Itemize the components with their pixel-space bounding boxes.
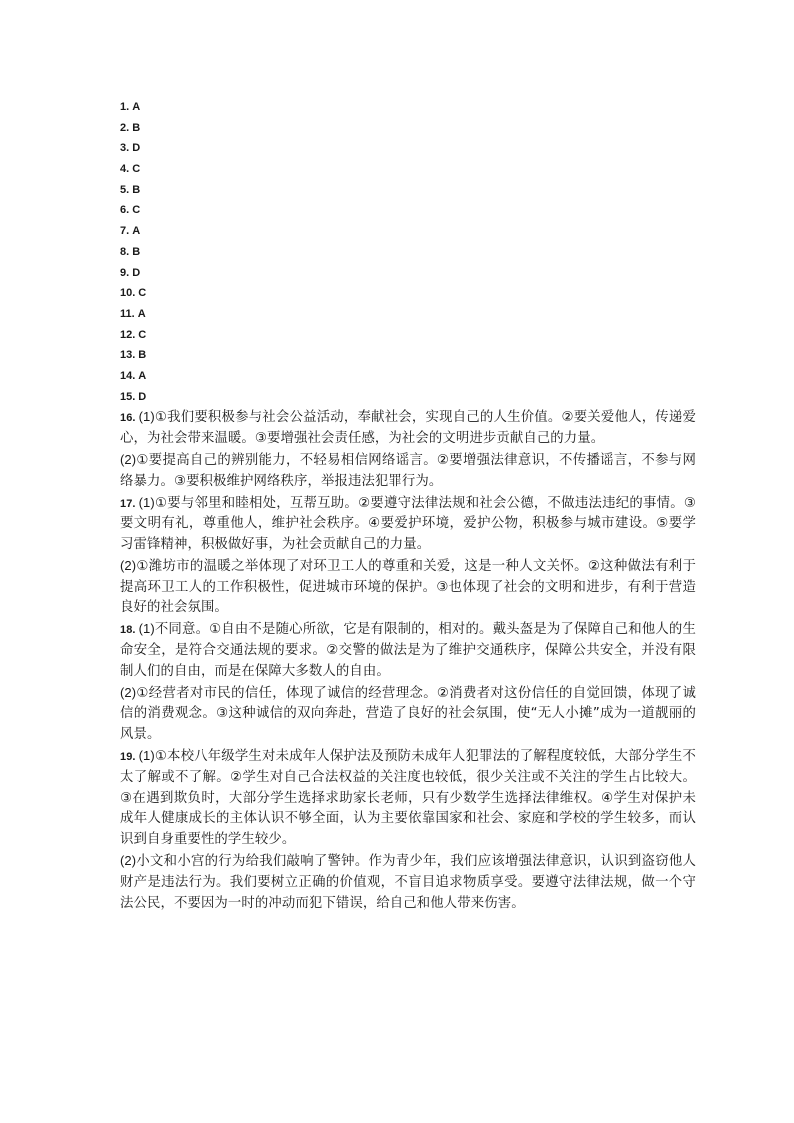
- question-number: 11.: [120, 307, 135, 320]
- mc-answer-row: [120, 325, 696, 346]
- part-label: (1): [138, 494, 155, 510]
- answer-text: 不同意。①自由不是随心所欲，它是有限制的，相对的。戴头盔是为了保障自己和他人的生命安全，是符合交通法规的要求。②交警的做法是为了维护交通秩序，保障公共安全，并没有限制人们的自由，而是在保障大多数人的自由。: [120, 622, 696, 679]
- question-number: 15.: [120, 390, 136, 403]
- q17-part2: [120, 556, 696, 619]
- mc-answer-row: [120, 138, 696, 159]
- answer-text: 小文和小宫的行为给我们敲响了警钟。作为青少年，我们应该增强法律意识，认识到盗窃他人财产是违法行为。我们要树立正确的价值观，不盲目追求物质享受。要遵守法律法规，做一个守法公民，不要因为一时的冲动而犯下错误，给自己和他人带来伤害。: [120, 854, 696, 911]
- question-number: 12.: [120, 328, 136, 341]
- answer-letter: C: [132, 204, 141, 217]
- question-number: 18.: [120, 624, 136, 637]
- question-number: 9.: [120, 266, 130, 279]
- part-label: (2): [120, 557, 137, 573]
- answer-letter: C: [138, 287, 147, 300]
- mc-answer-row: [120, 242, 696, 263]
- mc-answer-row: [120, 304, 696, 325]
- answer-letter: A: [137, 307, 146, 320]
- part-label: (2): [120, 451, 137, 467]
- part-label: (1): [138, 748, 155, 764]
- answer-letter: B: [132, 121, 141, 134]
- question-number: 17.: [120, 497, 136, 510]
- question-number: 19.: [120, 751, 136, 764]
- mc-answer-row: [120, 387, 696, 408]
- answer-text: ①我们要积极参与社会公益活动，奉献社会，实现自己的人生价值。②要关爱他人，传递爱心，为社会带来温暖。③要增强社会责任感，为社会的文明进步贡献自己的力量。: [120, 410, 696, 447]
- answer-letter: B: [132, 245, 141, 258]
- answer-letter: A: [132, 101, 141, 113]
- question-number: 3.: [120, 142, 130, 155]
- question-number: 1.: [120, 101, 130, 113]
- part-label: (1): [138, 409, 155, 425]
- q16-part1: [120, 407, 696, 450]
- question-number: 13.: [120, 349, 136, 362]
- question-number: 4.: [120, 163, 130, 176]
- part-label: (2): [120, 684, 137, 700]
- answer-key: [120, 97, 696, 914]
- answer-letter: B: [138, 349, 147, 362]
- mc-answer-row: [120, 366, 696, 387]
- part-label: (1): [138, 621, 155, 637]
- question-number: 8.: [120, 245, 130, 258]
- answer-letter: B: [132, 183, 141, 196]
- mc-answer-row: [120, 263, 696, 284]
- answer-text: ①经营者对市民的信任，体现了诚信的经营理念。②消费者对这份信任的自觉回馈，体现了诚信的消费观念。③这种诚信的双向奔赴，营造了良好的社会氛围，使“无人小摊”成为一道靓丽的风景。: [120, 685, 696, 743]
- q17-part1: [120, 493, 696, 556]
- answer-letter: D: [138, 390, 147, 403]
- question-number: 14.: [120, 369, 136, 382]
- answer-text: ①要与邻里和睦相处，互帮互助。②要遵守法律法规和社会公德，不做违法违纪的事情。③要文明有礼，尊重他人，维护社会秩序。④要爱护环境，爱护公物，积极参与城市建设。⑤要学习雷锋精神，积极做好事，为社会贡献自己的力量。: [120, 495, 696, 553]
- answer-letter: C: [132, 163, 141, 176]
- answer-letter: A: [138, 369, 147, 382]
- question-number: 2.: [120, 121, 130, 134]
- question-number: 7.: [120, 225, 130, 238]
- answer-letter: D: [132, 266, 141, 279]
- mc-answer-row: [120, 200, 696, 221]
- question-number: 6.: [120, 204, 130, 217]
- mc-answer-row: [120, 345, 696, 366]
- q18-part2: [120, 683, 696, 746]
- mc-answer-row: [120, 283, 696, 304]
- answer-text: ①本校八年级学生对未成年人保护法及预防未成年人犯罪法的了解程度较低，大部分学生不太了解或不了解。②学生对自己合法权益的关注度也较低，很少关注或不关注的学生占比较大。③在遇到欺负时，大部分学生选择求助家长老师，只有少数学生选择法律维权。④学生对保护未成年人健康成长的主体认识不够全面，认为主要依靠国家和社会、家庭和学校的学生较多，而认识到自身重要性的学生较少。: [120, 749, 696, 848]
- question-number: 10.: [120, 287, 136, 300]
- answer-letter: A: [132, 225, 141, 238]
- q19-part2: [120, 851, 696, 914]
- part-label: (2): [120, 853, 137, 869]
- answer-text: ①要提高自己的辨别能力，不轻易相信网络谣言。②要增强法律意识，不传播谣言，不参与网络暴力。③要积极维护网络秩序，举报违法犯罪行为。: [120, 452, 696, 489]
- mc-answer-row: [120, 180, 696, 201]
- mc-answer-row: [120, 97, 696, 118]
- mc-answer-row: [120, 221, 696, 242]
- question-number: 16.: [120, 412, 136, 425]
- q16-part2: [120, 450, 696, 493]
- q19-part1: [120, 746, 696, 851]
- multiple-choice-answers: [120, 97, 696, 407]
- mc-answer-row: [120, 159, 696, 180]
- answer-letter: D: [132, 142, 141, 155]
- answer-text: ①潍坊市的温暖之举体现了对环卫工人的尊重和关爱，这是一种人文关怀。②这种做法有利于提高环卫工人的工作积极性，促进城市环境的保护。③也体现了社会的文明和进步，有利于营造良好的社会氛围。: [120, 558, 696, 616]
- answer-letter: C: [138, 328, 147, 341]
- mc-answer-row: [120, 118, 696, 139]
- q18-part1: [120, 619, 696, 682]
- question-number: 5.: [120, 183, 130, 196]
